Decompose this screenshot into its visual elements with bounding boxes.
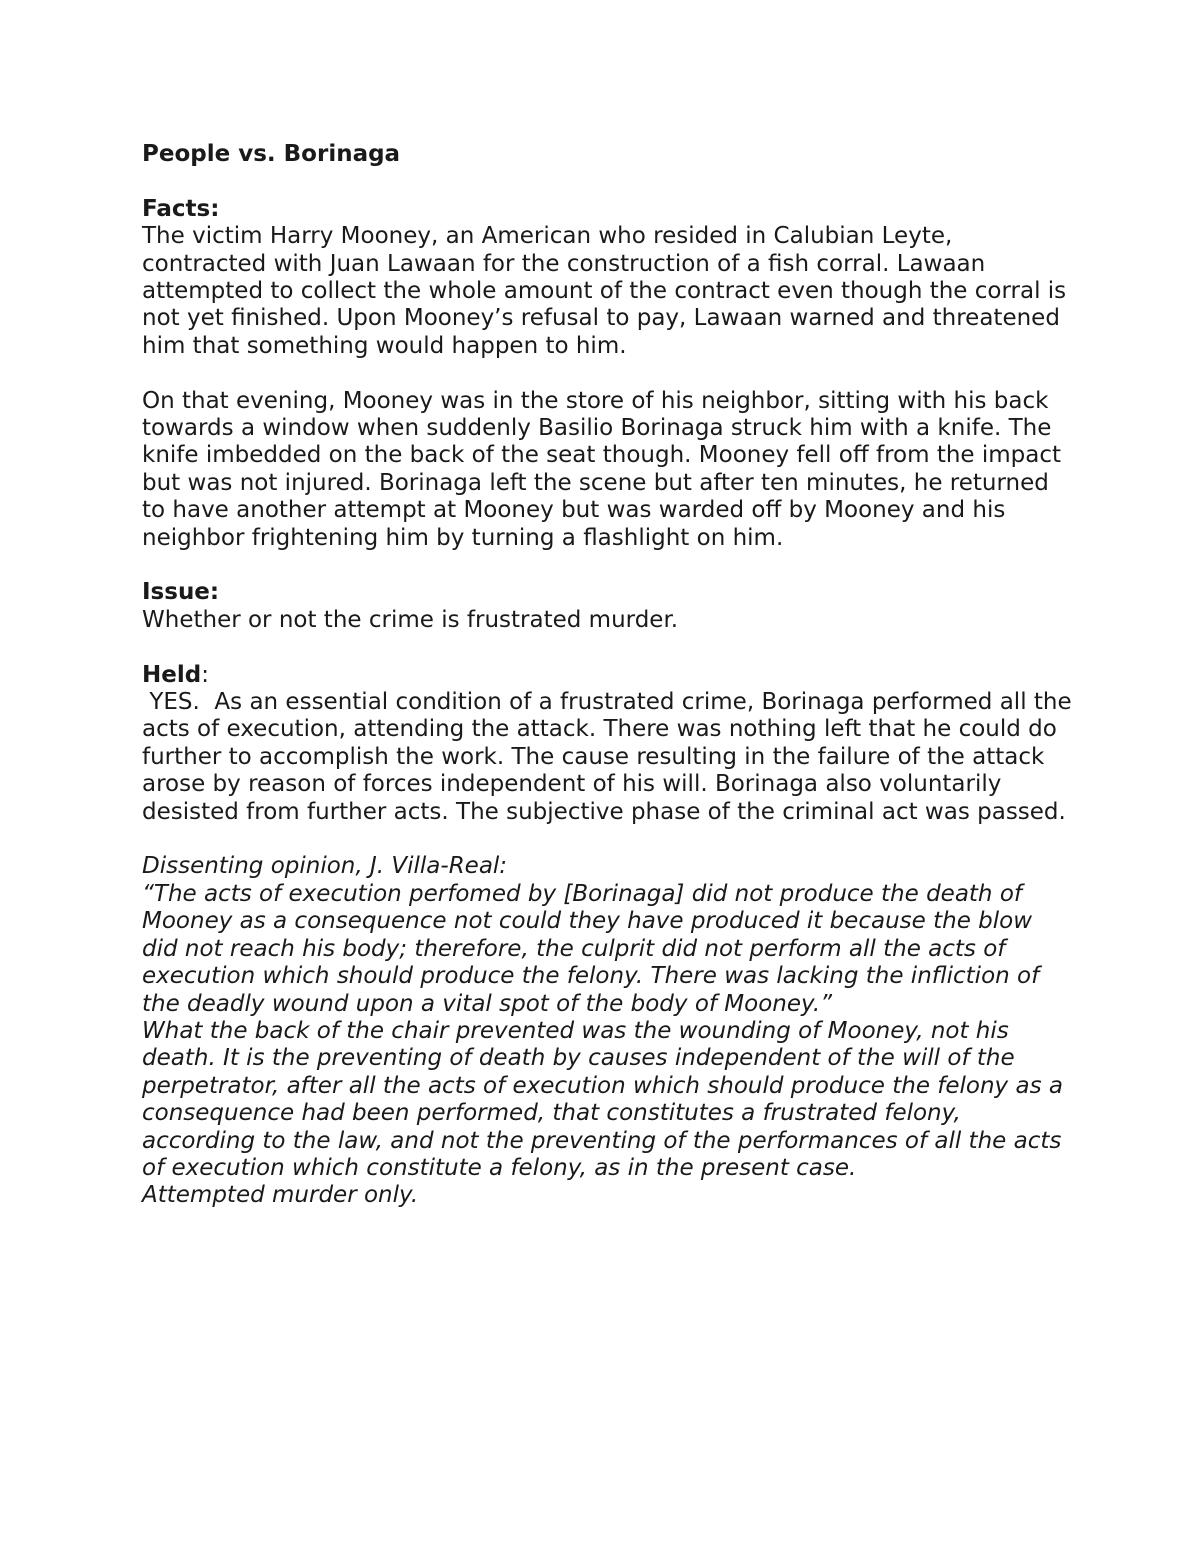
paragraph-spacer	[142, 552, 1072, 579]
facts-paragraph: On that evening, Mooney was in the store of his neighbor, sitting with his back towards a window when suddenly Basilio Borinaga struck him with a knife. The knife imbedded on the back of the seat though. Mooney fell off from the impact but was not injured. Borinaga left the scene but after ten minutes, he returned to have another attempt at Mooney but was warded off by Mooney and his neighbor frightening him by turning a flashlight on him.	[142, 387, 1062, 551]
dissent-quote: “The acts of execution perfomed by [Borinaga] did not produce the death of Mooney as a consequence not could they have produced it because the blow did not reach his body; therefore, the culprit did not perform all the acts of execution which should produce the felony. There was lacking the infliction of the deadly wound upon a vital spot of the body of Mooney.”	[142, 880, 1040, 1017]
paragraph-spacer	[142, 360, 1072, 387]
issue-heading: Issue:	[142, 579, 220, 606]
facts-paragraph: The victim Harry Mooney, an American who resided in Calubian Leyte, contracted with Juan Lawaan for the construction of a fish corral. Lawaan attempted to collect the whole amount of the contract even though the corral is not yet finished. Upon Mooney’s refusal to pay, Lawaan warned and threatened him that something would happen to him.	[142, 223, 1067, 359]
held-text: YES. As an essential condition of a frustrated crime, Borinaga performed all the acts of execution, attending the attack. There was nothing left that he could do further to accomplish the work. The cause resulting in the failure of the attack arose by reason of forces independent of his will. Borinaga also voluntarily desisted from further acts. The subjective phase of the criminal act was passed.	[142, 689, 1079, 825]
paragraph-spacer	[142, 634, 1072, 661]
held-heading-line	[142, 662, 1072, 689]
document-title: People vs. Borinaga	[142, 141, 401, 167]
facts-heading: Facts:	[142, 195, 220, 222]
held-colon: :	[201, 661, 209, 688]
dissent-conclusion: Attempted murder only.	[142, 1182, 419, 1209]
document-body	[142, 141, 1079, 1210]
issue-text: Whether or not the crime is frustrated murder.	[142, 606, 679, 633]
held-heading: Held	[142, 661, 202, 688]
dissent-text: What the back of the chair prevented was the wounding of Mooney, not his death. It is the preventing of death by causes independent of the will of the perpetrator, after all the acts of execution which should produce the felony as a consequence had been performed, that constitutes a frustrated felony, according to the law, and not the preventing of the performances of all the acts of execution which constitute a felony, as in the present case.	[142, 1017, 1063, 1181]
dissent-heading: Dissenting opinion, J. Villa-Real:	[142, 853, 508, 880]
paragraph-spacer	[142, 826, 1072, 853]
